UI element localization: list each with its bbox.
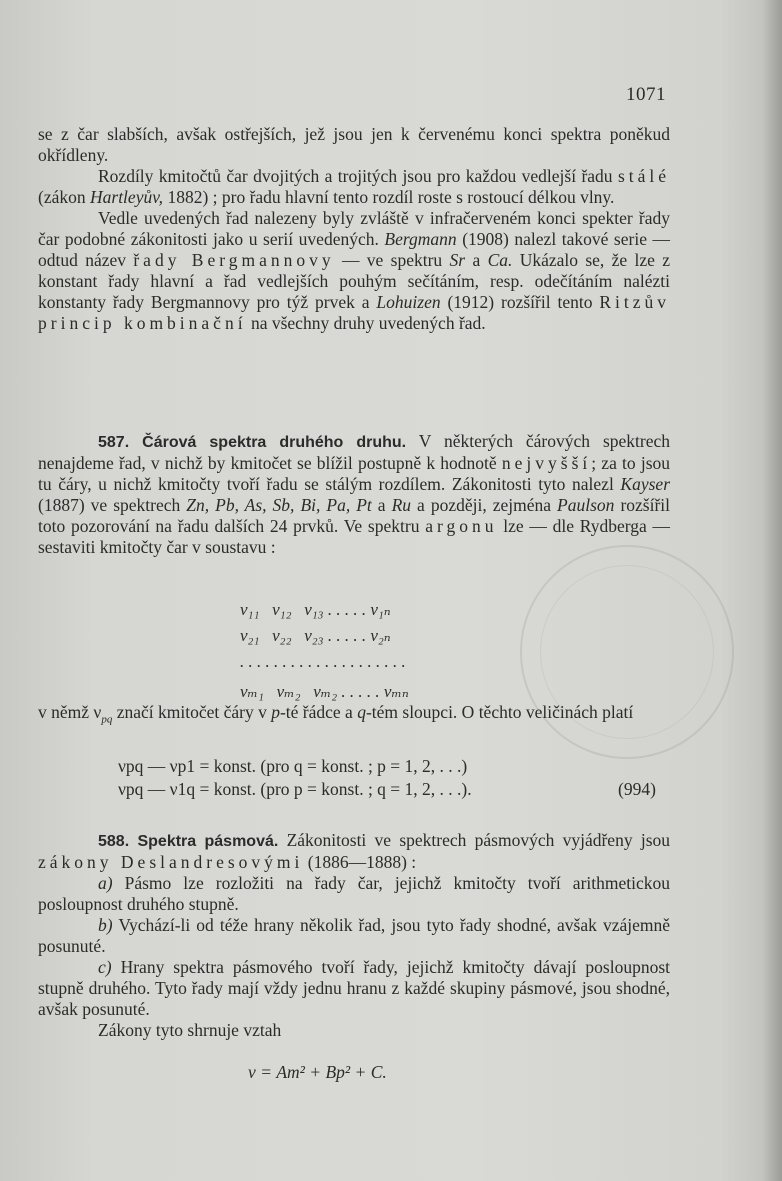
matrix-row-dots: . . . . . . . . . . . . . . . . . . . .: [240, 652, 406, 671]
section-588: [38, 830, 670, 1041]
equation-1: νpq — νp1 = konst. (pro q = konst. ; p = 1, 2, . . .): [118, 756, 468, 776]
matrix-explanation: [38, 702, 670, 731]
matrix-explanation-text: v němž $\nu_{pq}$ značí kmitočet čáry v p-té řádce a q-tém sloupci. O těchto veličinách platí: [38, 702, 634, 726]
section-588-title: 588. Spektra pásmová.: [98, 833, 279, 850]
intro-paragraphs: [38, 124, 670, 334]
final-intro: Zákony tyto shrnuje vztah: [98, 1020, 282, 1040]
equation-number: (994): [618, 779, 656, 799]
matrix-row-2: ν₂₁ ν₂₂ ν₂₃ . . . . . ν₂ₙ: [240, 626, 391, 645]
section-588-intro: 588. Spektra pásmová. Zákonitosti ve spektrech pásmových vyjádřeny jsou zákony Deslandresovými (1886—1888) :: [38, 830, 671, 872]
paragraph-2: Rozdíly kmitočtů čar dvojitých a trojitých jsou pro každou vedlejší řadu stálé (zákon Hartleyův, 1882) ; pro řadu hlavní tento rozdíl roste s rostoucí délkou vlny.: [38, 166, 671, 207]
equation-2: νpq — ν1q = konst. (pro p = konst. ; q = 1, 2, . . .).: [118, 779, 472, 799]
matrix-row-m: νₘ₁ νₘ₂ νₘ₂ . . . . . νₘₙ: [240, 682, 409, 701]
section-587: [38, 431, 670, 558]
page-edge-shadow: [762, 0, 782, 1181]
list-item-a: a) Pásmo lze rozložiti na řady čar, jejichž kmitočty tvoří arithmetickou posloupnost druhého stupně.: [38, 873, 671, 914]
list-item-b: b) Vychází-li od téže hrany několik řad, jsou tyto řady shodné, avšak vzájemně posunuté.: [38, 915, 670, 956]
section-587-text: 587. Čárová spektra druhého druhu. V některých čárových spektrech nenajdeme řad, v nichž by kmitočet se blížil postupně k hodnotě nejvyšší; za to jsou tu čáry, u nichž kmitočty tvoří řadu se stálým rozdílem. Zákonitosti tyto nalezl Kayser (1887) ve spektrech Zn, Pb, As, Sb, Bi, Pa, Pt a Ru a později, zejména Paulson rozšířil toto pozorování na řadu dalších 24 prvků. Ve spektru argonu lze — dle Rydberga — sestaviti kmitočty čar v soustavu :: [38, 431, 671, 557]
paragraph-1: se z čar slabších, avšak ostřejších, jež jsou jen k červenému konci spektra poněkud okřídleny.: [38, 124, 670, 165]
paragraph-3: Vedle uvedených řad nalezeny byly zvláště v infračerveném konci spekter řady čar podobné zákonitosti jako u serií uvedených. Bergmann (1908) nalezl takové serie — odtud název řady Bergmannovy — ve spektru Sr a Ca. Ukázalo se, že lze z konstant řady hlavní a řad vedlejších pouhým sečítáním, resp. odečítáním nalézti konstanty řady Bergmannovy pro týž prvek a Lohuizen (1912) rozšířil tento Ritzův princip kombinační na všechny druhy uvedených řad.: [38, 208, 671, 333]
page-number: 1071: [626, 84, 666, 105]
list-item-c: c) Hrany spektra pásmového tvoří řady, jejichž kmitočty dávají posloupnost stupně druhého. Tyto řady mají vždy jednu hranu z každé skupiny pásmové, jsou shodné, avšak posunuté.: [38, 957, 670, 1019]
frequency-matrix: [240, 600, 409, 708]
final-equation: ν = Am² + Bp² + C.: [248, 1062, 387, 1082]
section-587-title: 587. Čárová spektra druhého druhu.: [98, 434, 407, 451]
matrix-row-1: ν₁₁ ν₁₂ ν₁₃ . . . . . ν₁ₙ: [240, 600, 391, 619]
